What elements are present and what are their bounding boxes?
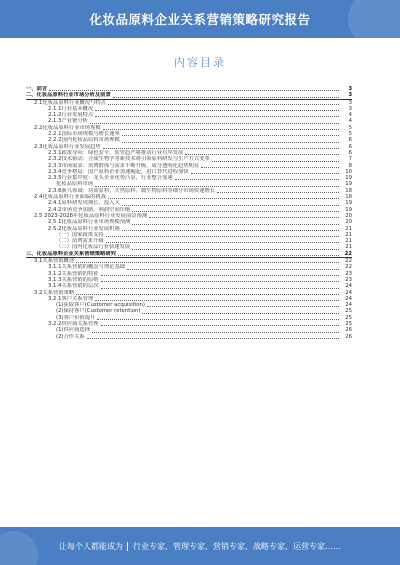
toc-leader-dots	[95, 110, 339, 111]
toc-entry-title: 3.1.2关系营销的特征	[48, 270, 99, 277]
toc-entry-page: 19	[345, 181, 352, 188]
toc-entry-page: 23	[345, 270, 352, 277]
toc-entry-page: 19	[345, 200, 352, 207]
toc-leader-dots	[118, 255, 339, 256]
toc-heading: 内容目录	[174, 56, 226, 69]
toc-leader-dots	[92, 332, 339, 333]
toc-entry-page: 3	[348, 92, 352, 99]
footer-banner	[0, 527, 400, 565]
toc-leader-dots	[212, 161, 339, 162]
toc-entry-page: 21	[345, 244, 352, 251]
toc-entry-title: (2)保持客户(Customer retention)	[56, 308, 141, 315]
toc-leader-dots	[142, 313, 339, 314]
toc-leader-dots	[127, 269, 339, 270]
toc-entry-title: 2.1.3产业链分析	[48, 118, 88, 125]
toc-leader-dots	[76, 262, 339, 263]
toc-entry-page: 4	[348, 118, 352, 125]
toc-entry-title: 2.2.2国内化妆品原料市场规模	[48, 137, 120, 144]
toc-entry-title: 2.1化妆品原料行业概况与特点	[34, 99, 106, 106]
toc-leader-dots	[122, 142, 339, 143]
toc-leader-dots	[132, 249, 339, 250]
toc-entry-title: 2.5.2化妆品原料行业发展机遇	[48, 225, 120, 232]
toc-entry-title: (1)获取客户(Customer acquisition)	[56, 302, 145, 309]
toc-entry-page: 24	[345, 289, 352, 296]
toc-entry-page: 19	[345, 175, 352, 182]
toc-leader-dots	[76, 294, 339, 295]
toc-entry-page: 18	[345, 187, 352, 194]
toc-entry-page: 3	[348, 99, 352, 106]
toc-entry-page: 5	[348, 124, 352, 131]
toc-entry-page: 6	[348, 143, 352, 150]
toc-entry-page: 4	[348, 112, 352, 119]
toc-entry[interactable]	[26, 251, 352, 258]
toc-entry-title: 2.3化妆品原料行业发展趋势	[34, 143, 101, 150]
toc-entry-page: 19	[345, 206, 352, 213]
toc-entry-title: 三、化妆品原料企业关系营销策略研究	[26, 250, 117, 257]
toc-entry-page: 21	[345, 225, 352, 232]
toc-entry-page: 26	[345, 327, 352, 334]
toc-leader-dots	[95, 116, 339, 117]
toc-entry-title: 化妆品原料市场	[56, 181, 94, 188]
toc-leader-dots	[95, 300, 339, 301]
toc-leader-dots	[103, 129, 339, 130]
toc-entry-page: 25	[345, 320, 352, 327]
toc-entry-page: 24	[345, 295, 352, 302]
toc-entry-title: 2.3.6新兴领域：功效原料、天然原料、微生物原料等细分市场快速增长	[48, 187, 216, 194]
toc-leader-dots	[97, 319, 339, 320]
toc-entry-title: （一）国家政策支持	[56, 231, 104, 238]
toc-entry-page: 21	[345, 238, 352, 245]
toc-leader-dots	[108, 104, 339, 105]
slogan-lead: 让每个人都能成为	[59, 542, 123, 551]
toc-entry-title: (2)合作关系	[56, 333, 85, 340]
toc-entry-page: 22	[345, 258, 352, 265]
toc-entry-title: 3.2.1客户关系管理	[48, 295, 94, 302]
toc-entry-title: 2.3.4竞争格局：国产原料企业加速崛起，进口替代进程加快	[48, 168, 189, 175]
toc-leader-dots	[90, 123, 339, 124]
toc-leader-dots	[101, 288, 339, 289]
toc-entry-page: 6	[348, 149, 352, 156]
toc-entry-title: 2.4.2市场竞争加剧，利润空间压缩	[48, 206, 131, 213]
toc-entry-page: 20	[345, 219, 352, 226]
toc-entry-page: 22	[345, 264, 352, 271]
toc-leader-dots	[185, 154, 339, 155]
toc-entry-page: 3	[348, 86, 352, 92]
toc-entry-title: 2.1.2行业发展特点	[48, 112, 94, 119]
toc-leader-dots	[175, 179, 339, 180]
toc-leader-dots	[132, 224, 339, 225]
toc-entry-title: 3.2关系营销策略	[34, 289, 75, 296]
toc-entry-title: （二）消费需求升级	[56, 238, 104, 245]
toc-leader-dots	[191, 173, 339, 174]
footer-slogan	[0, 541, 400, 552]
toc-entry-page: 22	[344, 250, 352, 257]
toc-leader-dots	[106, 242, 339, 243]
toc-leader-dots	[217, 192, 339, 193]
toc-entry-page: 5	[348, 131, 352, 138]
toc-entry-page: 18	[345, 194, 352, 201]
toc-leader-dots	[95, 186, 339, 187]
toc-entry-title: (3)客户价值提升	[56, 314, 96, 321]
toc-leader-dots	[103, 148, 339, 149]
toc-leader-dots	[87, 338, 339, 339]
toc-entry-title: 2.5 2023-2028年化妆品原料行业发展前景预测	[34, 212, 148, 219]
toc-entry-title: 3.2.2供应商关系管理	[48, 320, 99, 327]
toc-leader-dots	[108, 198, 339, 199]
toc-entry-title: 2.3.2技术驱动：合成生物学等新技术将引领原料研发与生产方式变革	[48, 156, 210, 163]
toc-entry-title: 2.2.1国际市场规模与增长速率	[48, 131, 120, 138]
toc-entry-page: 10	[345, 168, 352, 175]
toc-entry-title: (1)供应商选择	[56, 327, 90, 334]
toc-entry-title: 2.3.5行业集中度：龙头企业优势凸显，行业整合加速	[48, 175, 173, 182]
toc-entry-title: 2.2化妆品原料行业市场规模	[34, 124, 101, 131]
toc-entry-title: 一、前言	[26, 86, 48, 92]
toc-leader-dots	[101, 275, 339, 276]
toc-entry-page: 25	[345, 314, 352, 321]
toc-leader-dots	[201, 167, 339, 168]
toc-leader-dots	[122, 205, 339, 206]
toc-leader-dots	[132, 211, 339, 212]
toc-entry-page: 24	[345, 283, 352, 290]
toc-leader-dots	[101, 281, 339, 282]
toc-leader-dots	[122, 230, 339, 231]
toc-entry-page: 26	[345, 333, 352, 340]
toc-entry-page: 21	[345, 231, 352, 238]
toc-leader-dots	[113, 97, 339, 98]
toc-leader-dots	[106, 236, 339, 237]
toc-entry-page: 3	[348, 105, 352, 112]
toc-entry-title: （三）国内化妆品行业快速发展	[56, 244, 131, 251]
toc-entry-title: 2.1.1行业基本概况	[48, 105, 94, 112]
toc-entry-title: 2.3.1政策导向：绿色安全、监管趋严将推动行业有序发展	[48, 149, 184, 156]
toc-leader-dots	[49, 90, 339, 91]
toc-entry-page: 20	[345, 212, 352, 219]
toc-entry-page: 24	[345, 302, 352, 309]
toc-entry-title: 3.1关系营销概述	[34, 258, 75, 265]
toc-entry-page: 25	[345, 308, 352, 315]
toc-entry-title: 2.3.3市场需求：消费群体与需求不断升级，成分透明化趋势明显	[48, 162, 200, 169]
report-title: 化妆品原料企业关系营销策略研究报告	[89, 12, 311, 27]
toc-entry-title: 2.5.1化妆品原料行业市场规模预测	[48, 219, 131, 226]
toc-entry-page: 7	[348, 156, 352, 163]
slogan-roles: 行业专家、管理专家、营销专家、战略专家、运营专家……	[127, 542, 341, 551]
toc-entry-title: 2.4.1原料研发周期长、投入大	[48, 200, 120, 207]
toc-entry[interactable]	[26, 92, 352, 99]
toc-entry-page: 8	[348, 162, 352, 169]
header-banner	[0, 0, 400, 38]
toc-entry[interactable]	[26, 334, 352, 340]
toc-leader-dots	[147, 306, 339, 307]
toc-entry-title: 3.1.4关系营销的层次	[48, 283, 99, 290]
toc-entry-title: 二、化妆品原料行业市场分析及前景	[26, 92, 111, 99]
toc-leader-dots	[149, 217, 339, 218]
toc-entry-title: 2.4化妆品原料行业面临的挑战	[34, 194, 106, 201]
toc-entry-title: 3.1.3关系营销的原则	[48, 276, 99, 283]
toc-leader-dots	[122, 135, 339, 136]
toc-entry-title: 3.1.1关系营销的概念与理论基础	[48, 264, 126, 271]
toc-leader-dots	[101, 325, 339, 326]
table-of-contents	[26, 86, 352, 340]
toc-entry-page: 23	[345, 276, 352, 283]
toc-entry-page: 6	[348, 137, 352, 144]
